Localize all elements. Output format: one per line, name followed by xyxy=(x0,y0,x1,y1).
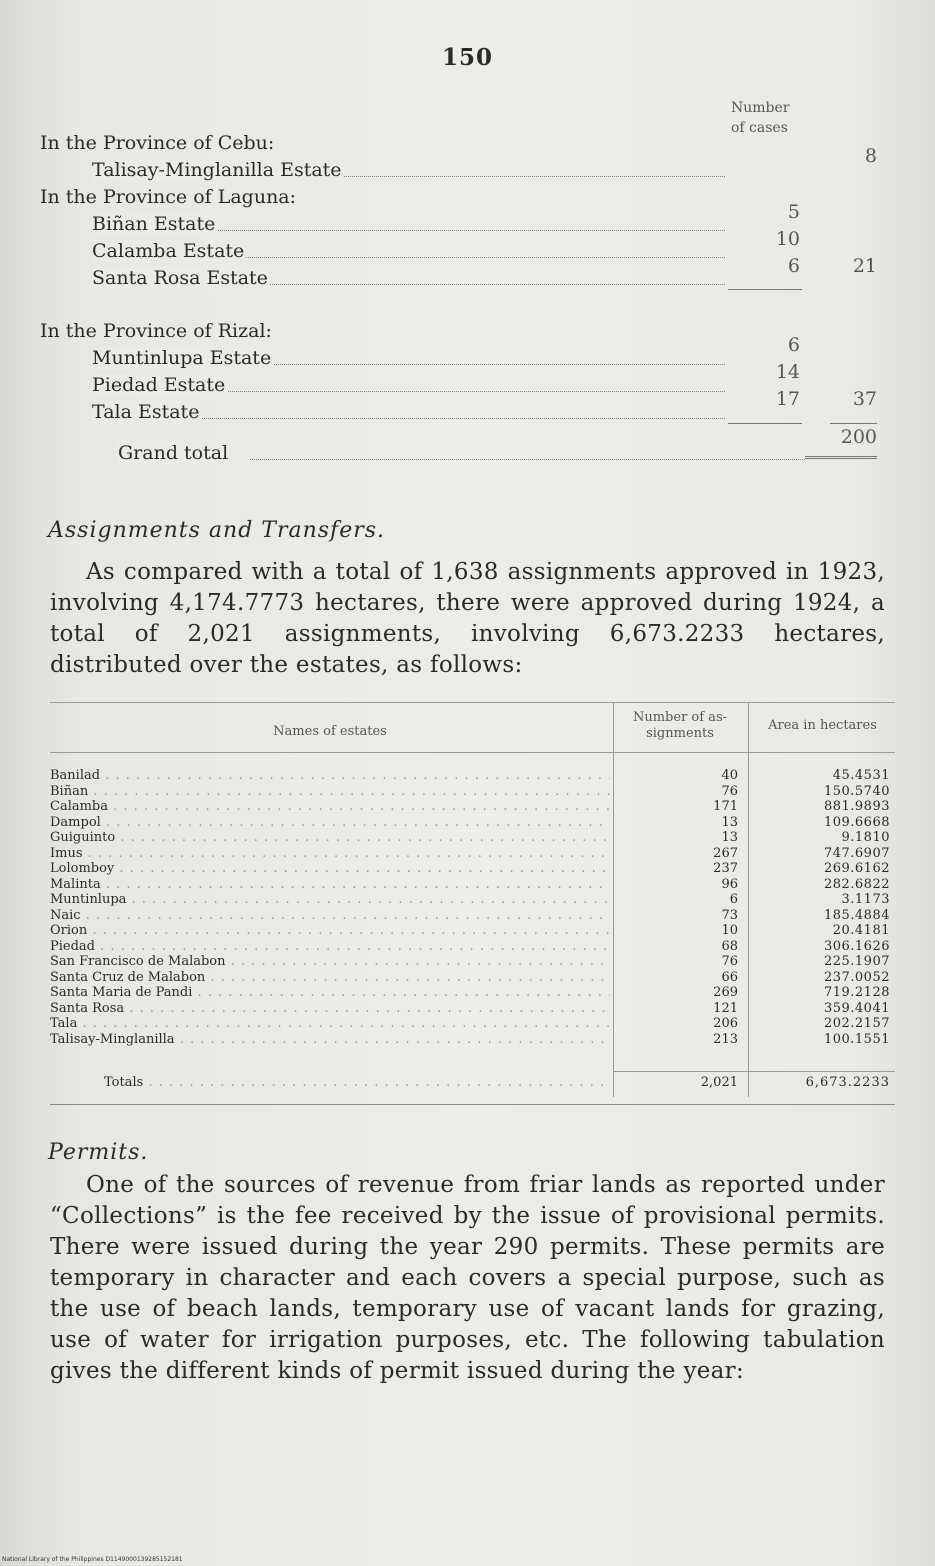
assignments-paragraph: As compared with a total of 1,638 assignments approved in 1923, involving 4,174.7773 hectares, there were approved during 1924, a total of 2,021 assignments, involving 6,673.2233 hectares, distributed over the estates, as follows: xyxy=(50,559,885,678)
section-heading-assignments: Assignments and Transfers. xyxy=(48,518,386,543)
area-hectares-cell: 306.1626 xyxy=(823,938,890,954)
area-hectares-cell: 202.2157 xyxy=(823,1016,890,1031)
table-row xyxy=(50,985,895,1001)
estate-name: Santa Rosa Estate xyxy=(92,267,268,289)
table-row xyxy=(50,799,895,815)
table-row xyxy=(50,846,895,862)
estate-name-cell: Imus . . . xyxy=(50,846,610,862)
area-hectares-cell: 20.4181 xyxy=(832,923,890,938)
province-heading: In the Province of Laguna: xyxy=(40,186,297,208)
area-hectares-cell: 9.1810 xyxy=(841,830,890,845)
assignments-count-cell: 73 xyxy=(721,907,738,923)
area-hectares-cell: 100.1551 xyxy=(823,1031,890,1047)
grand-total-rule xyxy=(805,456,877,459)
estate-row xyxy=(40,255,885,292)
estate-name-cell: Malinta . . . xyxy=(50,877,610,893)
province-heading: In the Province of Cebu: xyxy=(40,132,275,154)
province-subtotal: 21 xyxy=(852,255,877,277)
table-row xyxy=(50,923,895,939)
estate-name-cell: Santa Rosa . . . xyxy=(50,1001,610,1017)
grand-total-row xyxy=(40,426,885,467)
grand-total-label: Grand total xyxy=(118,442,229,464)
assignments-count-cell: 171 xyxy=(713,799,738,814)
estate-name: Talisay-Minglanilla Estate xyxy=(92,159,342,181)
estate-name: Biñan Estate xyxy=(92,213,216,235)
area-hectares-cell: 359.4041 xyxy=(823,1000,890,1016)
table-row xyxy=(50,892,895,908)
estate-count: 14 xyxy=(775,361,800,383)
header-number xyxy=(615,710,745,742)
area-hectares-cell: 237.0052 xyxy=(823,969,890,985)
totals-row xyxy=(50,1074,895,1092)
estate-row xyxy=(40,388,885,426)
assignments-count-cell: 237 xyxy=(713,861,738,876)
header-number-line1: Number of as- xyxy=(632,710,728,725)
estate-count: 6 xyxy=(787,255,800,277)
area-hectares-cell: 225.1907 xyxy=(823,954,890,969)
estate-name-cell: Biñan . . . xyxy=(50,784,610,800)
table-row xyxy=(50,861,895,877)
assignments-count-cell: 213 xyxy=(713,1031,738,1047)
assignments-count-cell: 269 xyxy=(713,985,738,1000)
header-rule xyxy=(50,752,895,753)
header-number-line2: signments xyxy=(646,726,714,741)
assignments-count-cell: 66 xyxy=(721,969,738,985)
assignments-count-cell: 13 xyxy=(721,830,738,845)
table-row xyxy=(50,1032,895,1048)
province-subtotal: 37 xyxy=(852,388,877,410)
table-row xyxy=(50,939,895,955)
assignments-count-cell: 6 xyxy=(729,892,738,907)
estate-name-cell: Talisay-Minglanilla . . . xyxy=(50,1032,610,1048)
subtotal-rule xyxy=(728,423,802,424)
estate-count: 10 xyxy=(775,228,800,250)
estate-name-cell: Dampol . . . xyxy=(50,815,610,831)
table-row xyxy=(50,954,895,970)
estate-name: Tala Estate xyxy=(92,401,200,423)
permits-paragraph: One of the sources of revenue from friar lands as reported under “Collections” is the fee received by the issue of provisional permits. There were issued during the year 290 permits. These permits are temporary in character and each covers a special purpose, such as the use of beach lands, temporary use of vacant lands for grazing, use of water for irrigation purposes, etc. The following tabulation gives the different kinds of permit issued during the year: xyxy=(50,1172,885,1384)
estate-name-cell: Lolomboy . . . xyxy=(50,861,610,877)
header-area: Area in hectares xyxy=(768,718,877,733)
estate-count: 5 xyxy=(787,201,800,223)
header-names: Names of estates xyxy=(273,724,387,739)
area-hectares-cell: 150.5740 xyxy=(823,783,890,799)
assignments-count-cell: 13 xyxy=(721,814,738,830)
estate-name: Piedad Estate xyxy=(92,374,226,396)
area-hectares-cell: 747.6907 xyxy=(823,845,890,861)
estate-name-cell: Muntinlupa . . . xyxy=(50,892,610,908)
table-row xyxy=(50,877,895,893)
estate-name-cell: Piedad . . . xyxy=(50,939,610,955)
area-hectares-cell: 282.6822 xyxy=(823,876,890,892)
assignments-count-cell: 96 xyxy=(721,876,738,892)
spacer xyxy=(40,292,885,318)
table-row xyxy=(50,784,895,800)
totals-rule xyxy=(613,1071,895,1072)
area-hectares-cell: 3.1173 xyxy=(841,892,890,907)
table-row xyxy=(50,815,895,831)
province-subtotal: 8 xyxy=(864,145,877,167)
estate-name: Muntinlupa Estate xyxy=(92,347,272,369)
estate-name-cell: Naic . . . xyxy=(50,908,610,924)
table-row xyxy=(50,1016,895,1032)
cases-table xyxy=(40,130,885,467)
cases-column-header-line1: Number xyxy=(731,100,790,116)
estate-count: 6 xyxy=(787,334,800,356)
estate-name-cell: Calamba . . . xyxy=(50,799,610,815)
subtotal-rule xyxy=(728,289,802,290)
table-row xyxy=(50,970,895,986)
area-hectares-cell: 881.9893 xyxy=(823,799,890,814)
area-hectares-cell: 269.6162 xyxy=(823,861,890,876)
totals-area: 6,673.2233 xyxy=(805,1075,890,1090)
assignments-count-cell: 206 xyxy=(713,1016,738,1031)
estate-name-cell: Guiguinto . . . xyxy=(50,830,610,846)
section-heading-permits: Permits. xyxy=(48,1140,149,1165)
area-hectares-cell: 719.2128 xyxy=(823,985,890,1000)
estate-name-cell: Tala . . . xyxy=(50,1016,610,1032)
area-hectares-cell: 109.6668 xyxy=(823,814,890,830)
assignments-count-cell: 121 xyxy=(713,1000,738,1016)
archive-footer: National Library of the Philippines D1149000139285152181 xyxy=(2,1556,183,1563)
province-heading: In the Province of Rizal: xyxy=(40,320,272,342)
table-top-rule xyxy=(50,702,895,703)
estate-count: 17 xyxy=(775,388,800,410)
totals-number: 2,021 xyxy=(700,1075,738,1090)
estate-row xyxy=(40,145,885,184)
assignments-count-cell: 68 xyxy=(721,938,738,954)
estate-name-cell: San Francisco de Malabon . . . xyxy=(50,954,610,970)
estate-name: Calamba Estate xyxy=(92,240,245,262)
table-row xyxy=(50,830,895,846)
assignments-count-cell: 267 xyxy=(713,845,738,861)
table-bottom-rule xyxy=(50,1104,895,1105)
table-row xyxy=(50,908,895,924)
grand-total-value: 200 xyxy=(840,426,877,448)
estate-name-cell: Banilad . . . xyxy=(50,768,610,784)
area-hectares-cell: 185.4884 xyxy=(823,907,890,923)
page-number: 150 xyxy=(441,44,493,71)
estate-name-cell: Santa Maria de Pandi . . . xyxy=(50,985,610,1001)
estate-name-cell: Orion . . . xyxy=(50,923,610,939)
table-row xyxy=(50,1001,895,1017)
area-hectares-cell: 45.4531 xyxy=(832,768,890,783)
assignments-count-cell: 76 xyxy=(721,954,738,969)
assignments-count-cell: 10 xyxy=(721,923,738,938)
assignments-count-cell: 76 xyxy=(721,783,738,799)
table-row xyxy=(50,768,895,784)
assignments-count-cell: 40 xyxy=(721,768,738,783)
estate-name-cell: Santa Cruz de Malabon . . . xyxy=(50,970,610,986)
totals-label: Totals . . . xyxy=(104,1074,609,1092)
cases-column-header-line2: of cases xyxy=(731,120,788,136)
